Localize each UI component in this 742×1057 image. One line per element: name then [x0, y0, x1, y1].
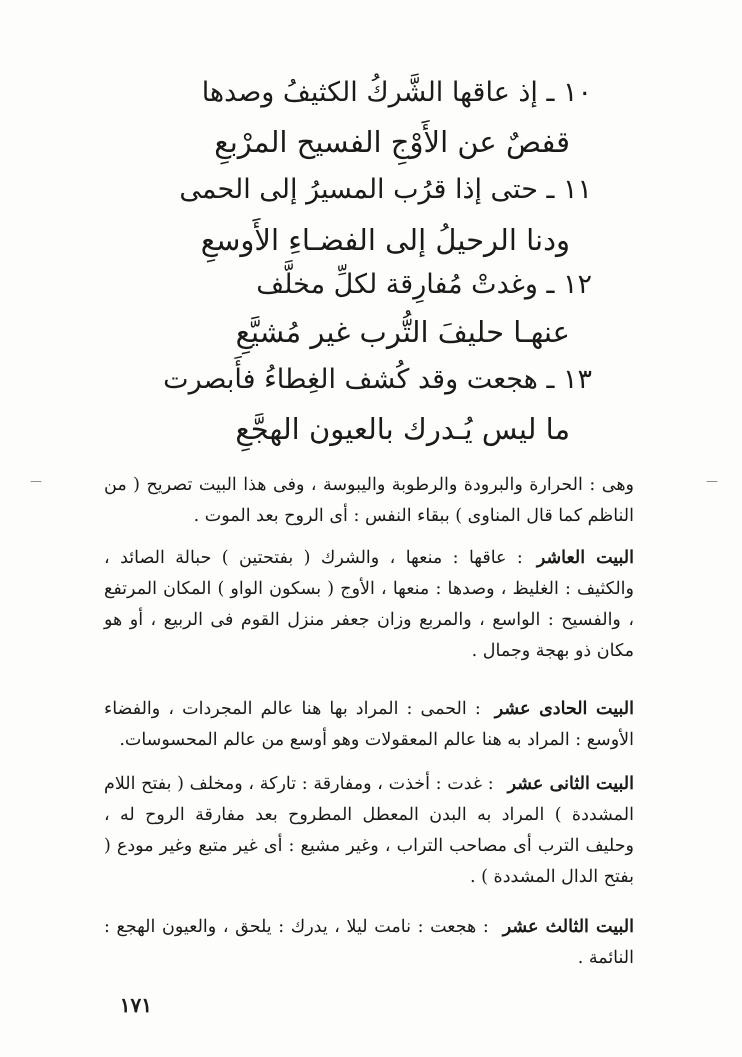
scan-mark: —: [706, 474, 718, 488]
note-body: : عاقها : منعها ، والشرك ( بفتحتين ) حبالة الصائد ، والكثيف : الغليظ ، وصدها : منعها ، الأوج ( بسكون الواو ) المكان المرتفع ، والفسيح : الواسع ، والمربع وزان جعفر منزل القوم فى الربيع ، أو هو مكان ذو بهجة وجمال .: [104, 548, 634, 661]
verse-line: عنهـا حليفَ التُّرب غير مُشيَّعِ: [235, 315, 570, 349]
verse-line: قفصٌ عن الأَوْجِ الفسيح المرْبعِ: [214, 125, 570, 159]
verse-line: ودنا الرحيلُ إلى الفضـاءِ الأَوسعِ: [200, 223, 570, 257]
verse-line: ١٢ ـ وغدتْ مُفارِقة لكلِّ مخلَّف: [256, 269, 592, 300]
verse-line: ما ليس يُـدرك بالعيون الهجَّعِ: [235, 412, 570, 446]
note-body: : هجعت : نامت ليلا ، يدرك : يلحق ، والعيون الهجع : النائمة .: [104, 917, 634, 968]
verse-line: ١٠ ـ إذ عاقها الشَّركُ الكثيفُ وصدها: [201, 77, 592, 108]
verse-line: ١٣ ـ هجعت وقد كُشف الغِطاءُ فأَبصرت: [163, 364, 592, 395]
note-heading: البيت الحادى عشر: [494, 699, 634, 719]
scan-mark: —: [30, 474, 42, 488]
note-body: : غدت : أخذت ، ومفارقة : تاركة ، ومخلف ( بفتح اللام المشددة ) المراد به البدن المعطل المطروح بعد مفارقة الروح له ، وحليف الترب أى مصاحب التراب ، وغير مشيع : أى غير متبع وغير مودع ( بفتح الدال المشددة ) .: [104, 774, 634, 887]
note-body: : الحمى : المراد بها هنا عالم المجردات ، والفضاء الأوسع : المراد به هنا عالم المعقولات وهو أوسع من عالم المحسوسات.: [104, 699, 634, 750]
intro-paragraph: وهى : الحرارة والبرودة والرطوبة واليبوسة ، وفى هذا البيت تصريح ( من الناظم كما قال المناوى ) ببقاء النفس : أى الروح بعد الموت .: [104, 475, 634, 526]
note-paragraph: [104, 769, 634, 893]
page-number: ١٧١: [119, 993, 152, 1017]
note-paragraph: [104, 912, 634, 974]
note-heading: البيت العاشر: [536, 548, 635, 568]
note-heading: البيت الثانى عشر: [507, 774, 634, 794]
note-paragraph: [104, 694, 634, 756]
note-paragraph: [104, 543, 634, 667]
verse-line: ١١ ـ حتى إذا قرُب المسيرُ إلى الحمى: [179, 174, 592, 205]
note-heading: البيت الثالث عشر: [502, 917, 634, 937]
